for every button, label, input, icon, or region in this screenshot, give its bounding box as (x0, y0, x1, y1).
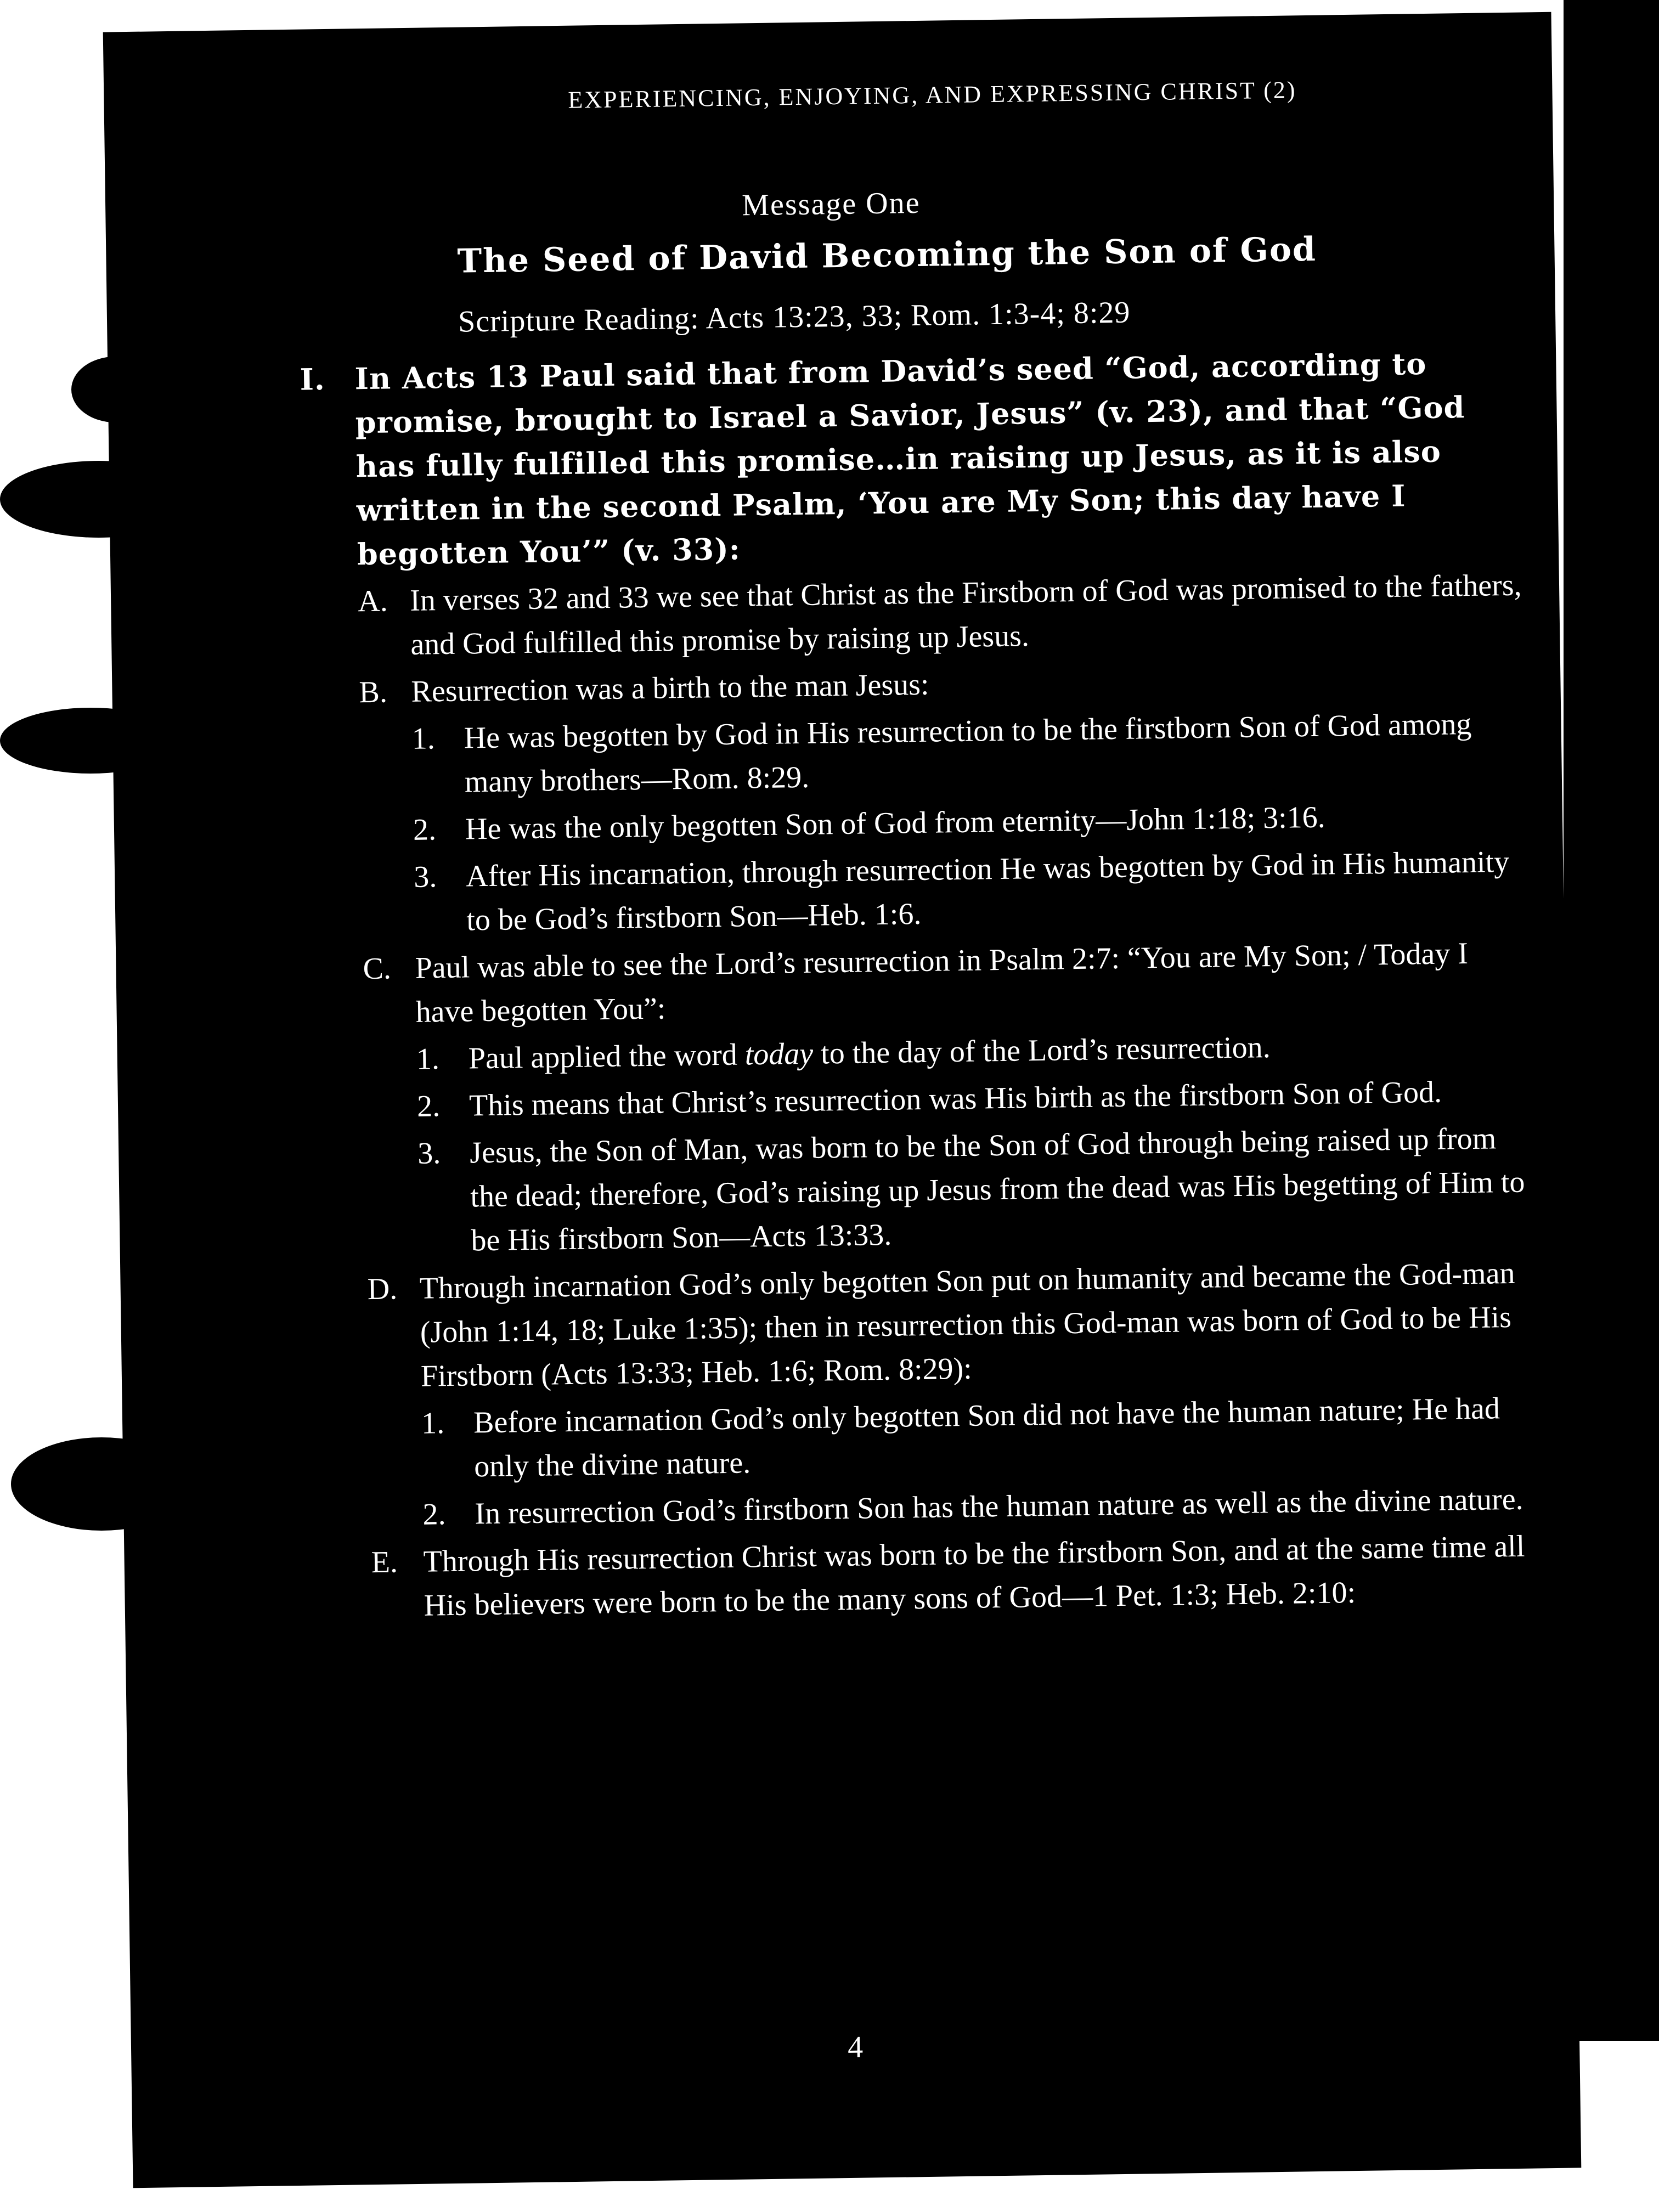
outline-letter: B. (359, 675, 388, 710)
outline-text: He was the only begotten Son of God from eternity—John 1:18; 3:16. (465, 800, 1326, 847)
book-page (103, 12, 1582, 2188)
outline-text: In verses 32 and 33 we see that Christ as the Firstborn of God was promised to the fathers, and God fulfilled this promise by raising up Jesus. (409, 568, 1522, 662)
running-header (104, 72, 1552, 121)
outline-number: 1. (421, 1406, 445, 1441)
outline-point-C (363, 930, 1532, 1035)
outline-text: Through His resurrection Christ was born to be the firstborn Son, and at the same time all His believers were born to be the many sons of God—1 Pet. 1:3; Heb. 2:10: (423, 1529, 1525, 1623)
outline-text-post: to the day of the Lord’s resurrection. (812, 1030, 1271, 1071)
message-label: Message One (741, 185, 921, 223)
outline-letter: C. (363, 951, 392, 986)
outline-point-A (358, 563, 1527, 668)
outline-number: 2. (416, 1089, 441, 1124)
outline-letter: A. (357, 584, 388, 619)
outline-point-D (367, 1251, 1537, 1399)
outline-number: 1. (416, 1042, 440, 1076)
outline-letter: D. (367, 1272, 398, 1307)
outline-text: Paul was able to see the Lord’s resurrection in Psalm 2:7: “You are My Son; / Today I have begotten You”: (415, 936, 1469, 1029)
outline-point-C3 (417, 1116, 1536, 1263)
outline-point-E (371, 1524, 1541, 1628)
outline-number: 2. (413, 812, 437, 847)
outline (300, 341, 1541, 1633)
scripture-reading: Scripture Reading: Acts 13:23, 33; Rom. 1:3-4; 8:29 (458, 295, 1131, 339)
outline-number: 3. (413, 860, 437, 894)
outline-text: In Acts 13 Paul said that from David’s seed “God, according to promise, brought to Israel a Savior, Jesus” (v. 23), and that “God has fully fulfilled this promise…in raising up Jesus, as it is also written in the second Psalm, ‘You are My Son; this day have I begotten You’” (v. 33): (354, 346, 1465, 572)
outline-point-B1 (411, 701, 1529, 804)
outline-number: 1. (411, 721, 436, 756)
outline-text: Jesus, the Son of Man, was born to be the Son of God through being raised up from the dead; therefore, God’s raising up Jesus from the dead was His begetting of Him to be His firstborn Son—Acts 13:33. (469, 1121, 1525, 1258)
page-number: 4 (847, 2030, 864, 2065)
outline-point-D1 (421, 1386, 1539, 1489)
outline-text: Through incarnation God’s only begotten Son put on humanity and became the God-man (John 1:14, 18; Luke 1:35); then in resurrection this God-man was born of God to be His Firstborn (Acts 13:33; Heb. 1:6; Rom. 8:29): (419, 1256, 1515, 1393)
outline-text-pre: Paul applied the word (468, 1037, 746, 1076)
outline-text: Before incarnation God’s only begotten Son did not have the human nature; He had only the divine nature. (473, 1391, 1500, 1484)
outline-text: In resurrection God’s firstborn Son has the human nature as well as the divine nature. (475, 1482, 1523, 1531)
outline-text: Resurrection was a birth to the man Jesus: (411, 667, 929, 709)
outline-letter: E. (371, 1545, 398, 1580)
page-right-edge (1564, 0, 1659, 2041)
outline-text-italic: today (744, 1036, 814, 1072)
outline-text: After His incarnation, through resurrection He was begotten by God in His humanity to be God’s firstborn Son—Heb. 1:6. (465, 844, 1510, 938)
outline-point-B3 (414, 839, 1531, 943)
message-title: The Seed of David Becoming the Son of God (457, 230, 1317, 281)
outline-number: 2. (422, 1497, 446, 1532)
running-title: EXPERIENCING, ENJOYING, AND EXPRESSING CHRIST (2) (568, 76, 1297, 114)
outline-text: He was begotten by God in His resurrection to be the firstborn Son of God among many brothers—Rom. 8:29. (464, 707, 1472, 799)
outline-number: 3. (417, 1136, 441, 1171)
outline-text: This means that Christ’s resurrection was His birth as the firstborn Son of God. (469, 1075, 1442, 1123)
outline-number: I. (300, 362, 326, 397)
outline-point-I (300, 341, 1526, 577)
